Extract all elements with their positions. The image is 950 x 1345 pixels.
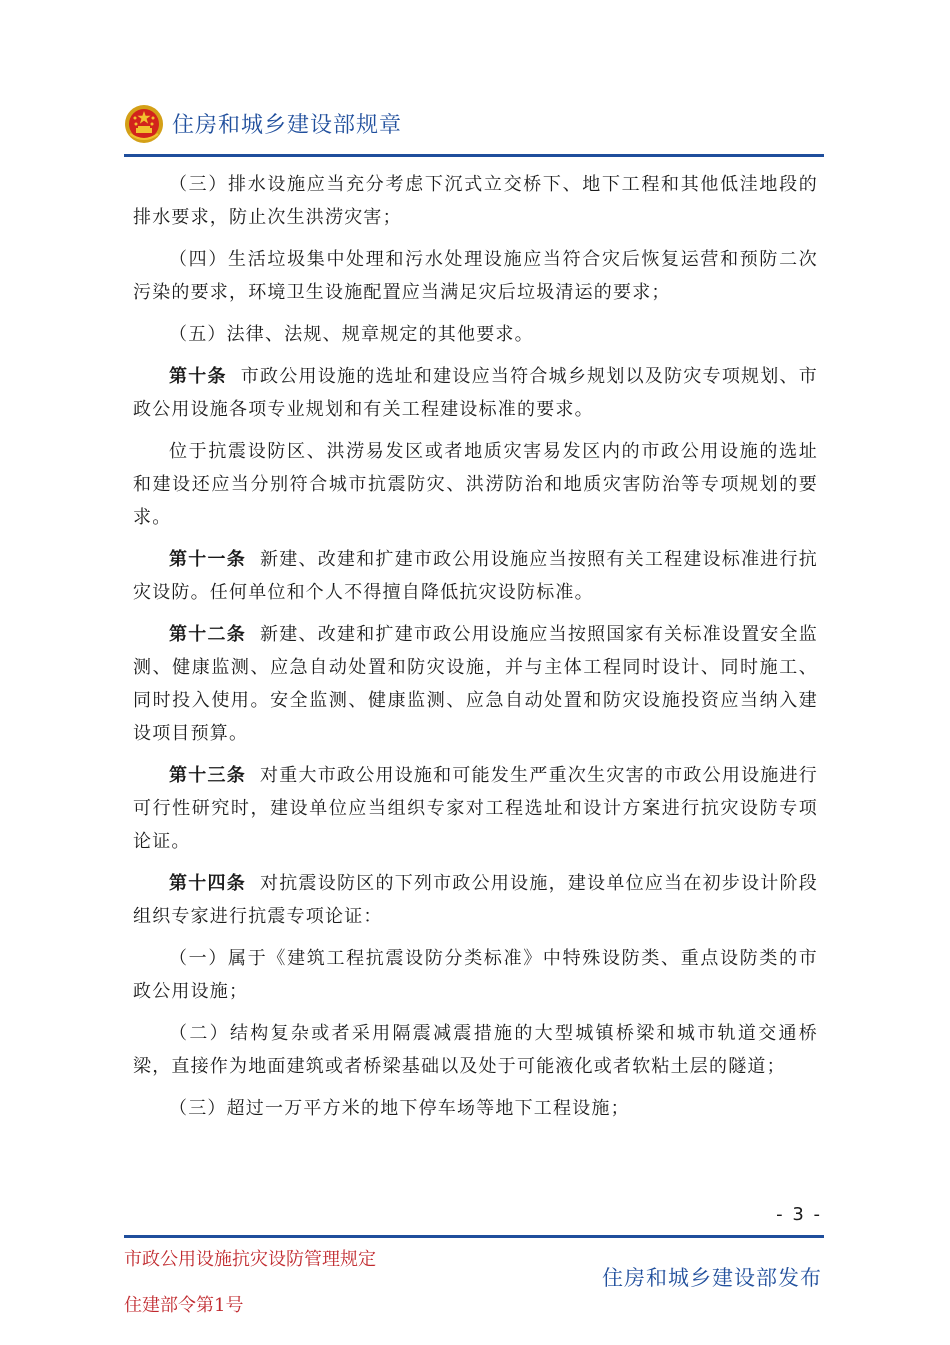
header-divider <box>124 154 824 157</box>
paragraph-text: （四）生活垃圾集中处理和污水处理设施应当符合灾后恢复运营和预防二次污染的要求，环境卫生设施配置应当满足灾后垃圾清运的要求； <box>133 249 818 303</box>
page-number: - 3 - <box>776 1204 822 1225</box>
article-number: 第十四条 <box>169 873 246 894</box>
footer-regulation-number: 住建部令第1号 <box>124 1295 244 1316</box>
paragraph-text: 市政公用设施的选址和建设应当符合城乡规划以及防灾专项规划、市政公用设施各项专业规划和有关工程建设标准的要求。 <box>133 366 818 420</box>
article-number: 第十三条 <box>169 765 246 786</box>
article-number: 第十二条 <box>169 624 246 645</box>
paragraph-text: 新建、改建和扩建市政公用设施应当按照国家有关标准设置安全监测、健康监测、应急自动处置和防灾设施，并与主体工程同时设计、同时施工、同时投入使用。安全监测、健康监测、应急自动处置和防灾设施投资应当纳入建设项目预算。 <box>133 624 818 744</box>
paragraph-text: 位于抗震设防区、洪涝易发区或者地质灾害易发区内的市政公用设施的选址和建设还应当分别符合城市抗震防灾、洪涝防治和地质灾害防治等专项规划的要求。 <box>133 441 818 528</box>
header-title: 住房和城乡建设部规章 <box>172 113 403 138</box>
paragraph-text: （五）法律、法规、规章规定的其他要求。 <box>169 324 534 345</box>
body-paragraph <box>133 1017 818 1083</box>
page-header <box>124 100 824 158</box>
paragraph-text: （二）结构复杂或者采用隔震减震措施的大型城镇桥梁和城市轨道交通桥梁，直接作为地面建筑或者桥梁基础以及处于可能液化或者软粘土层的隧道； <box>133 1023 818 1077</box>
body-paragraph <box>133 1092 818 1125</box>
footer-divider <box>124 1235 824 1238</box>
footer-regulation-title: 市政公用设施抗灾设防管理规定 <box>124 1249 376 1270</box>
body-paragraph <box>133 318 818 351</box>
paragraph-text: 新建、改建和扩建市政公用设施应当按照有关工程建设标准进行抗灾设防。任何单位和个人不得擅自降低抗灾设防标准。 <box>133 549 818 603</box>
body-paragraph <box>133 867 818 933</box>
article-number: 第十一条 <box>169 549 246 570</box>
body-paragraph <box>133 435 818 534</box>
paragraph-text: （一）属于《建筑工程抗震设防分类标准》中特殊设防类、重点设防类的市政公用设施； <box>133 948 818 1002</box>
body-paragraph <box>133 543 818 609</box>
national-emblem-icon <box>124 104 164 144</box>
body-paragraph <box>133 759 818 858</box>
body-paragraph <box>133 243 818 309</box>
article-number: 第十条 <box>169 366 227 387</box>
body-paragraph <box>133 360 818 426</box>
body-paragraph <box>133 618 818 750</box>
body-paragraph <box>133 942 818 1008</box>
paragraph-text: 对抗震设防区的下列市政公用设施，建设单位应当在初步设计阶段组织专家进行抗震专项论证： <box>133 873 818 927</box>
paragraph-text: 对重大市政公用设施和可能发生严重次生灾害的市政公用设施进行可行性研究时，建设单位应当组织专家对工程选址和设计方案进行抗灾设防专项论证。 <box>133 765 818 852</box>
footer-publisher: 住房和城乡建设部发布 <box>602 1266 822 1290</box>
paragraph-text: （三）超过一万平方米的地下停车场等地下工程设施； <box>169 1098 630 1119</box>
body-paragraph <box>133 168 818 234</box>
document-body <box>133 168 818 1134</box>
paragraph-text: （三）排水设施应当充分考虑下沉式立交桥下、地下工程和其他低洼地段的排水要求，防止次生洪涝灾害； <box>133 174 818 228</box>
